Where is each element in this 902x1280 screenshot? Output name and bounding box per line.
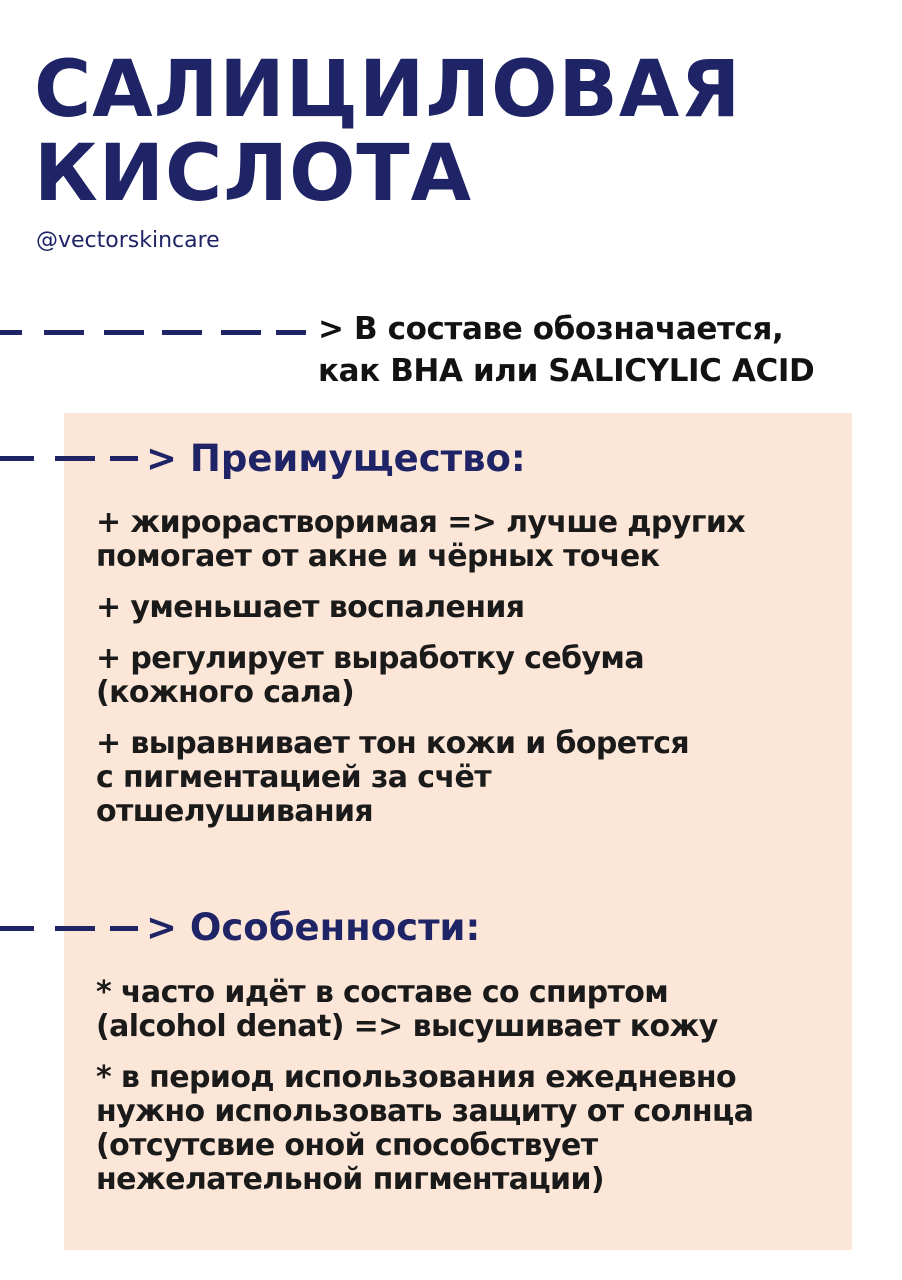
advantages-heading: > Преимущество: [146,437,526,480]
list-item-line: (отсутсвие оной способствует [96,1128,598,1163]
list-item [96,591,745,625]
list-item-line: нежелательной пигментации) [96,1162,605,1197]
dash-segment [0,330,22,335]
dash-segment [110,456,138,461]
dash-segment [221,330,261,335]
author-handle: @vectorskincare [36,228,220,253]
dash-segment [0,456,34,461]
intro-line-1: > В составе обозначается, [318,311,784,347]
features-heading: > Особенности: [146,906,481,949]
list-item-line: * в период использования ежедневно [96,1060,736,1095]
page-title [34,45,742,219]
intro-note [318,308,814,392]
dash-segment [104,330,144,335]
dash-segment [55,456,95,461]
list-item-line: (alcohol denat) => высушивает кожу [96,1009,718,1044]
dash-segment [276,330,306,335]
list-item [96,976,753,1044]
advantages-list [96,506,745,846]
list-item-line: с пигментацией за счёт [96,760,491,795]
list-item-line: + уменьшает воспаления [96,590,525,625]
list-item-line: * часто идёт в составе со спиртом [96,975,669,1010]
dash-segment [44,330,84,335]
list-item-line: отшелушивания [96,794,374,829]
list-item-line: (кожного сала) [96,675,355,710]
dash-segment [110,926,138,931]
dash-segment [0,926,34,931]
list-item [96,1061,753,1197]
list-item [96,642,745,710]
dash-segment [162,330,202,335]
title-line-2: КИСЛОТА [34,129,472,219]
list-item-line: нужно использовать защиту от солнца [96,1094,754,1129]
list-item-line: + жирорастворимая => лучше других [96,505,745,540]
features-list [96,976,753,1214]
list-item-line: + выравнивает тон кожи и борется [96,726,690,761]
list-item [96,727,745,829]
title-line-1: САЛИЦИЛОВАЯ [34,45,742,135]
list-item [96,506,745,574]
list-item-line: помогает от акне и чёрных точек [96,539,660,574]
dash-segment [55,926,95,931]
intro-line-2: как BHA или SALICYLIC ACID [318,353,815,389]
list-item-line: + регулирует выработку себума [96,641,644,676]
